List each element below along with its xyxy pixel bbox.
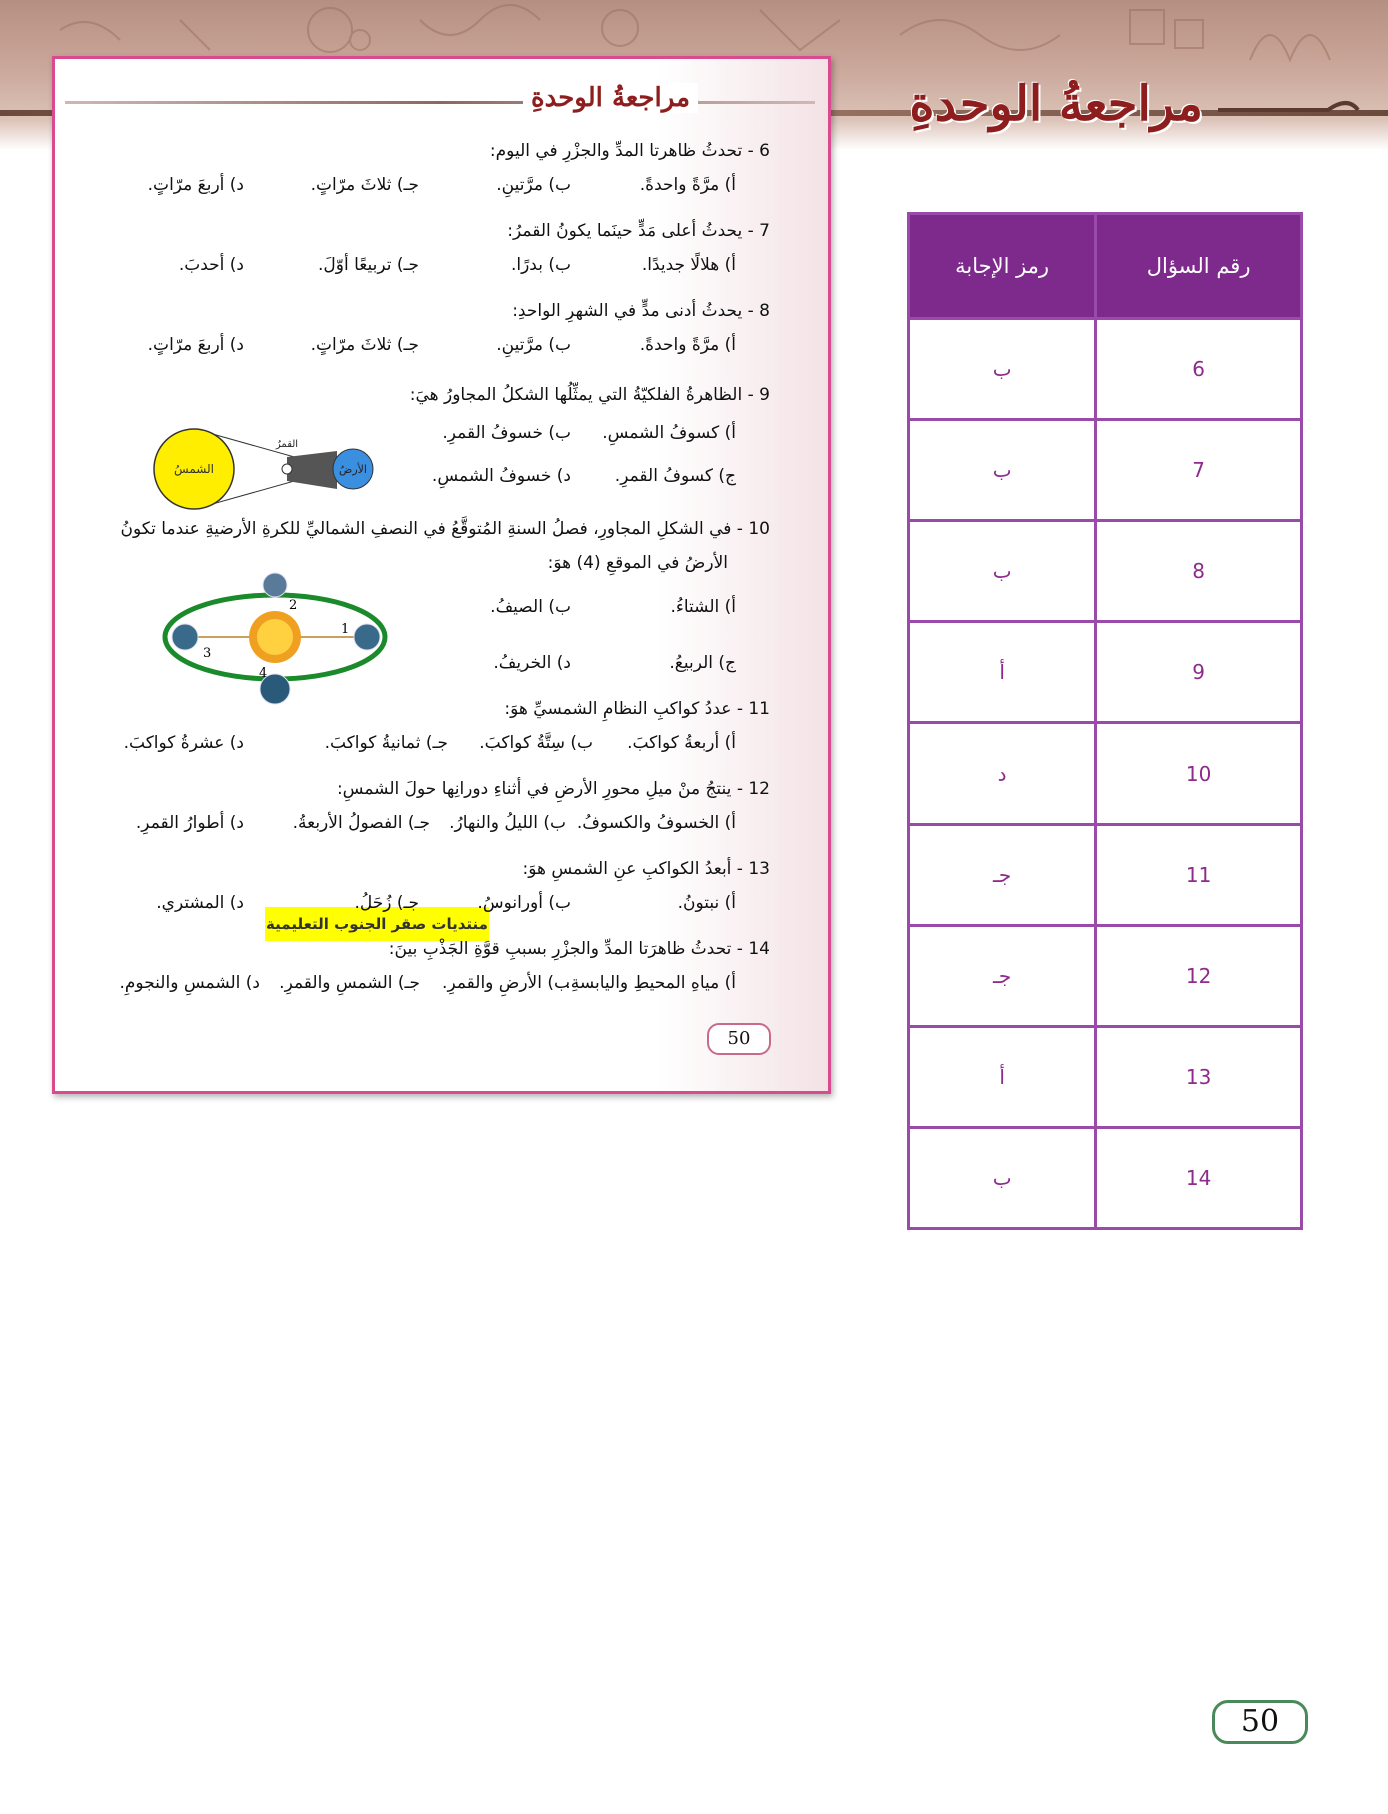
option-13-a: أ) نبتونُ.	[677, 893, 736, 913]
position-label-3: 3	[203, 646, 212, 661]
question-number-cell: 13	[1096, 1026, 1302, 1127]
option-14-d: د) الشمسِ والنجومِ.	[119, 973, 260, 993]
position-label-1: 1	[341, 622, 350, 637]
option-6-d: د) أربعَ مرّاتٍ.	[147, 175, 244, 195]
questions-panel	[52, 56, 831, 1094]
option-7-c: جـ) تربيعًا أوّلَ.	[318, 255, 419, 275]
question-10: 10 - في الشكلِ المجاورِ، فصلُ السنةِ المُتوقَّعُ في النصفِ الشماليِّ للكرةِ الأرضيةِ عندما تكونُ	[120, 519, 770, 539]
answer-table	[907, 212, 1303, 1230]
moon-shape	[282, 464, 292, 474]
question-11: 11 - عددُ كواكبِ النظامِ الشمسيِّ هوَ:	[504, 699, 770, 719]
table-row	[909, 521, 1302, 622]
position-label-4: 4	[259, 666, 268, 681]
earth-position-2	[263, 573, 287, 597]
option-12-a: أ) الخسوفُ والكسوفُ.	[576, 813, 736, 833]
option-9-b: ب) خسوفُ القمرِ.	[442, 423, 571, 443]
option-13-c: جـ) زُحَلُ.	[354, 893, 419, 913]
option-8-d: د) أربعَ مرّاتٍ.	[147, 335, 244, 355]
earth-position-3	[172, 624, 198, 650]
page-title: مراجعةُ الوحدةِ	[909, 76, 1203, 132]
option-9-c: ج) كسوفُ القمرِ.	[614, 466, 736, 486]
question-6: 6 - تحدثُ ظاهرتا المدِّ والجزْرِ في اليوم:	[489, 141, 770, 161]
answer-cell: جـ	[909, 824, 1096, 925]
option-9-d: د) خسوفُ الشمسِ.	[431, 466, 571, 486]
answer-cell: ب	[909, 1127, 1096, 1228]
option-11-a: أ) أربعةُ كواكبَ.	[627, 733, 736, 753]
option-11-b: ب) سِتَّةُ كواكبَ.	[479, 733, 593, 753]
answer-cell: أ	[909, 1026, 1096, 1127]
sun-label: الشمسُ	[174, 462, 214, 476]
question-9: 9 - الظاهرةُ الفلكيّةُ التي يمثِّلُها الشكلُ المجاورُ هيَ:	[409, 385, 770, 405]
answer-cell: ب	[909, 521, 1096, 622]
option-6-a: أ) مرَّةً واحدةً.	[639, 175, 736, 195]
option-12-d: د) أطوارُ القمرِ.	[135, 813, 244, 833]
option-10-d: د) الخريفُ.	[493, 653, 571, 673]
option-7-a: أ) هلالًا جديدًا.	[641, 255, 736, 275]
answer-cell: أ	[909, 622, 1096, 723]
earth-position-1	[354, 624, 380, 650]
question-12: 12 - ينتجُ منْ ميلِ محورِ الأرضِ في أثناءِ دورانِها حولَ الشمسِ:	[336, 779, 770, 799]
option-13-b: ب) أورانوسُ.	[477, 893, 571, 913]
position-label-2: 2	[289, 598, 298, 613]
question-number-cell: 14	[1096, 1127, 1302, 1228]
table-row	[909, 1127, 1302, 1228]
eclipse-diagram	[137, 411, 377, 521]
question-number-cell: 8	[1096, 521, 1302, 622]
question-8: 8 - يحدثُ أدنى مدٍّ في الشهرِ الواحدِ:	[512, 301, 770, 321]
option-12-c: جـ) الفصولُ الأربعةُ.	[292, 813, 430, 833]
table-row	[909, 925, 1302, 1026]
question-13: 13 - أبعدُ الكواكبِ عنِ الشمسِ هوَ:	[522, 859, 770, 879]
question-number-cell: 6	[1096, 319, 1302, 420]
answer-cell: ب	[909, 420, 1096, 521]
option-8-a: أ) مرَّةً واحدةً.	[639, 335, 736, 355]
column-header-question: رقم السؤال	[1096, 214, 1302, 319]
table-row	[909, 824, 1302, 925]
table-row	[909, 622, 1302, 723]
option-10-c: ج) الربيعُ.	[669, 653, 736, 673]
banner-swirl-ornament	[1218, 95, 1368, 125]
moon-label: القمرُ	[275, 439, 299, 450]
seasons-diagram	[145, 569, 405, 707]
table-row	[909, 723, 1302, 824]
option-8-c: جـ) ثلاثَ مرّاتٍ.	[310, 335, 419, 355]
option-6-c: جـ) ثلاثَ مرّاتٍ.	[310, 175, 419, 195]
option-11-d: د) عشرةُ كواكبَ.	[123, 733, 244, 753]
option-14-b: ب) الأرضِ والقمرِ.	[442, 973, 570, 993]
answer-cell: د	[909, 723, 1096, 824]
panel-title: مراجعةُ الوحدةِ	[523, 83, 698, 113]
option-11-c: جـ) ثمانيةُ كواكبَ.	[324, 733, 448, 753]
option-10-a: أ) الشتاءُ.	[670, 597, 736, 617]
answer-cell: جـ	[909, 925, 1096, 1026]
option-12-b: ب) الليلُ والنهارُ.	[449, 813, 566, 833]
question-14: 14 - تحدثُ ظاهرَتا المدِّ والجزْرِ بسببِ قوَّةِ الجَذْبِ بينَ:	[388, 939, 770, 959]
page-number: 50	[1212, 1700, 1308, 1744]
option-13-d: د) المشتري.	[156, 893, 244, 913]
panel-page-number: 50	[707, 1023, 771, 1055]
question-number-cell: 12	[1096, 925, 1302, 1026]
option-14-c: جـ) الشمسِ والقمرِ.	[279, 973, 420, 993]
question-number-cell: 11	[1096, 824, 1302, 925]
table-row	[909, 319, 1302, 420]
table-header-row	[909, 214, 1302, 319]
question-7: 7 - يحدثُ أعلى مَدٍّ حينَما يكونُ القمرُ:	[507, 221, 770, 241]
option-14-a: أ) مياهِ المحيطِ واليابسةِ.	[565, 973, 736, 993]
question-number-cell: 9	[1096, 622, 1302, 723]
forum-watermark: منتديات صقر الجنوب التعليمية	[265, 907, 489, 941]
question-10-cont: الأرضُ في الموقعِ (4) هوَ:	[547, 553, 728, 573]
option-6-b: ب) مرَّتينِ.	[496, 175, 571, 195]
table-row	[909, 1026, 1302, 1127]
option-9-a: أ) كسوفُ الشمسِ.	[602, 423, 736, 443]
question-number-cell: 7	[1096, 420, 1302, 521]
answer-cell: ب	[909, 319, 1096, 420]
table-row	[909, 420, 1302, 521]
option-7-b: ب) بدرًا.	[510, 255, 571, 275]
panel-title-rule	[65, 101, 815, 104]
earth-label: الأرضُ	[339, 463, 367, 476]
column-header-answer: رمز الإجابة	[909, 214, 1096, 319]
option-7-d: د) أحدبَ.	[178, 255, 244, 275]
option-8-b: ب) مرَّتينِ.	[496, 335, 571, 355]
question-number-cell: 10	[1096, 723, 1302, 824]
option-10-b: ب) الصيفُ.	[490, 597, 571, 617]
